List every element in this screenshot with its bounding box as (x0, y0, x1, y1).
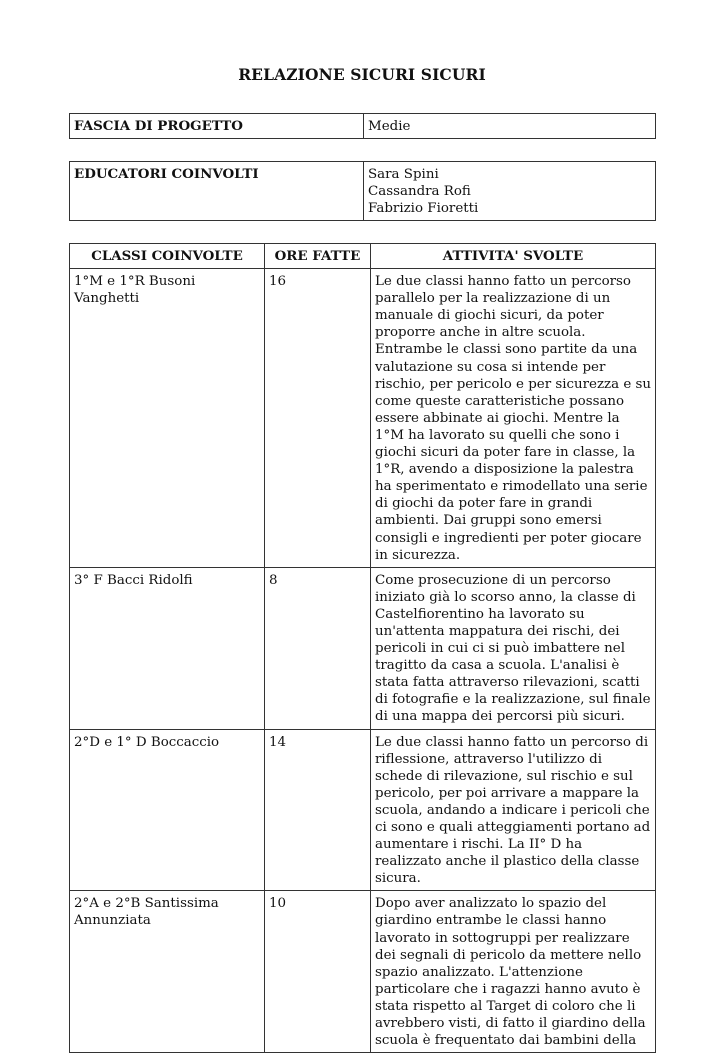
fascia-value: Medie (364, 114, 656, 139)
cell-classi: 1°M e 1°R Busoni Vanghetti (70, 269, 265, 568)
educatore-name: Fabrizio Fioretti (368, 201, 479, 217)
table-row (70, 891, 656, 1053)
cell-ore: 14 (265, 729, 371, 891)
table-row (70, 269, 656, 568)
cell-attivita: Dopo aver analizzato lo spazio del giardino entrambe le classi hanno lavorato in sottogruppi per realizzare dei segnali di pericolo da mettere nello spazio analizzato. L'attenzione particolare che i ragazzi hanno avuto è stata rispetto al Target di coloro che li avrebbero visti, di fatto il giardino della scuola è frequentato dai bambini della (371, 891, 656, 1053)
cell-classi: 3° F Bacci Ridolfi (70, 567, 265, 729)
cell-ore: 8 (265, 567, 371, 729)
table-row (70, 729, 656, 891)
cell-classi: 2°D e 1° D Boccaccio (70, 729, 265, 891)
fascia-row (70, 114, 656, 139)
activities-table (69, 243, 656, 1053)
educatori-label: EDUCATORI COINVOLTI (70, 162, 364, 221)
table-header-row (70, 244, 656, 269)
header-attivita: ATTIVITA' SVOLTE (371, 244, 656, 269)
fascia-table (69, 113, 656, 139)
cell-classi: 2°A e 2°B Santissima Annunziata (70, 891, 265, 1053)
header-classi: CLASSI COINVOLTE (70, 244, 265, 269)
table-row (70, 567, 656, 729)
educatori-names (364, 162, 656, 221)
header-ore: ORE FATTE (265, 244, 371, 269)
educatori-row (70, 162, 656, 221)
educatore-name: Cassandra Rofi (368, 184, 471, 200)
cell-attivita: Come prosecuzione di un percorso iniziato già lo scorso anno, la classe di Castelfiorentino ha lavorato su un'attenta mappatura dei rischi, dei pericoli in cui ci si può imbattere nel tragitto da casa a scuola. L'analisi è stata fatta attraverso rilevazioni, scatti di fotografie e la realizzazione, sul finale di una mappa dei percorsi più sicuri. (371, 567, 656, 729)
fascia-label: FASCIA DI PROGETTO (70, 114, 364, 139)
cell-ore: 16 (265, 269, 371, 568)
document-title: RELAZIONE SICURI SICURI (238, 65, 486, 84)
cell-attivita: Le due classi hanno fatto un percorso di riflessione, attraverso l'utilizzo di schede di rilevazione, sul rischio e sul pericolo, per poi arrivare a mappare la scuola, andando a indicare i pericoli che ci sono e quali atteggiamenti portano ad aumentare i rischi. La II° D ha realizzato anche il plastico della classe sicura. (371, 729, 656, 891)
cell-attivita: Le due classi hanno fatto un percorso parallelo per la realizzazione di un manuale di giochi sicuri, da poter proporre anche in altre scuola. Entrambe le classi sono partite da una valutazione su cosa si intende per rischio, per pericolo e per sicurezza e su come queste caratteristiche possano essere abbinate ai giochi. Mentre la 1°M ha lavorato su quelli che sono i giochi sicuri da poter fare in classe, la 1°R, avendo a disposizione la palestra ha sperimentato e rimodellato una serie di giochi da poter fare in grandi ambienti. Dai gruppi sono emersi consigli e ingredienti per poter giocare in sicurezza. (371, 269, 656, 568)
cell-ore: 10 (265, 891, 371, 1053)
educatori-table (69, 161, 656, 221)
educatore-name: Sara Spini (368, 167, 439, 182)
